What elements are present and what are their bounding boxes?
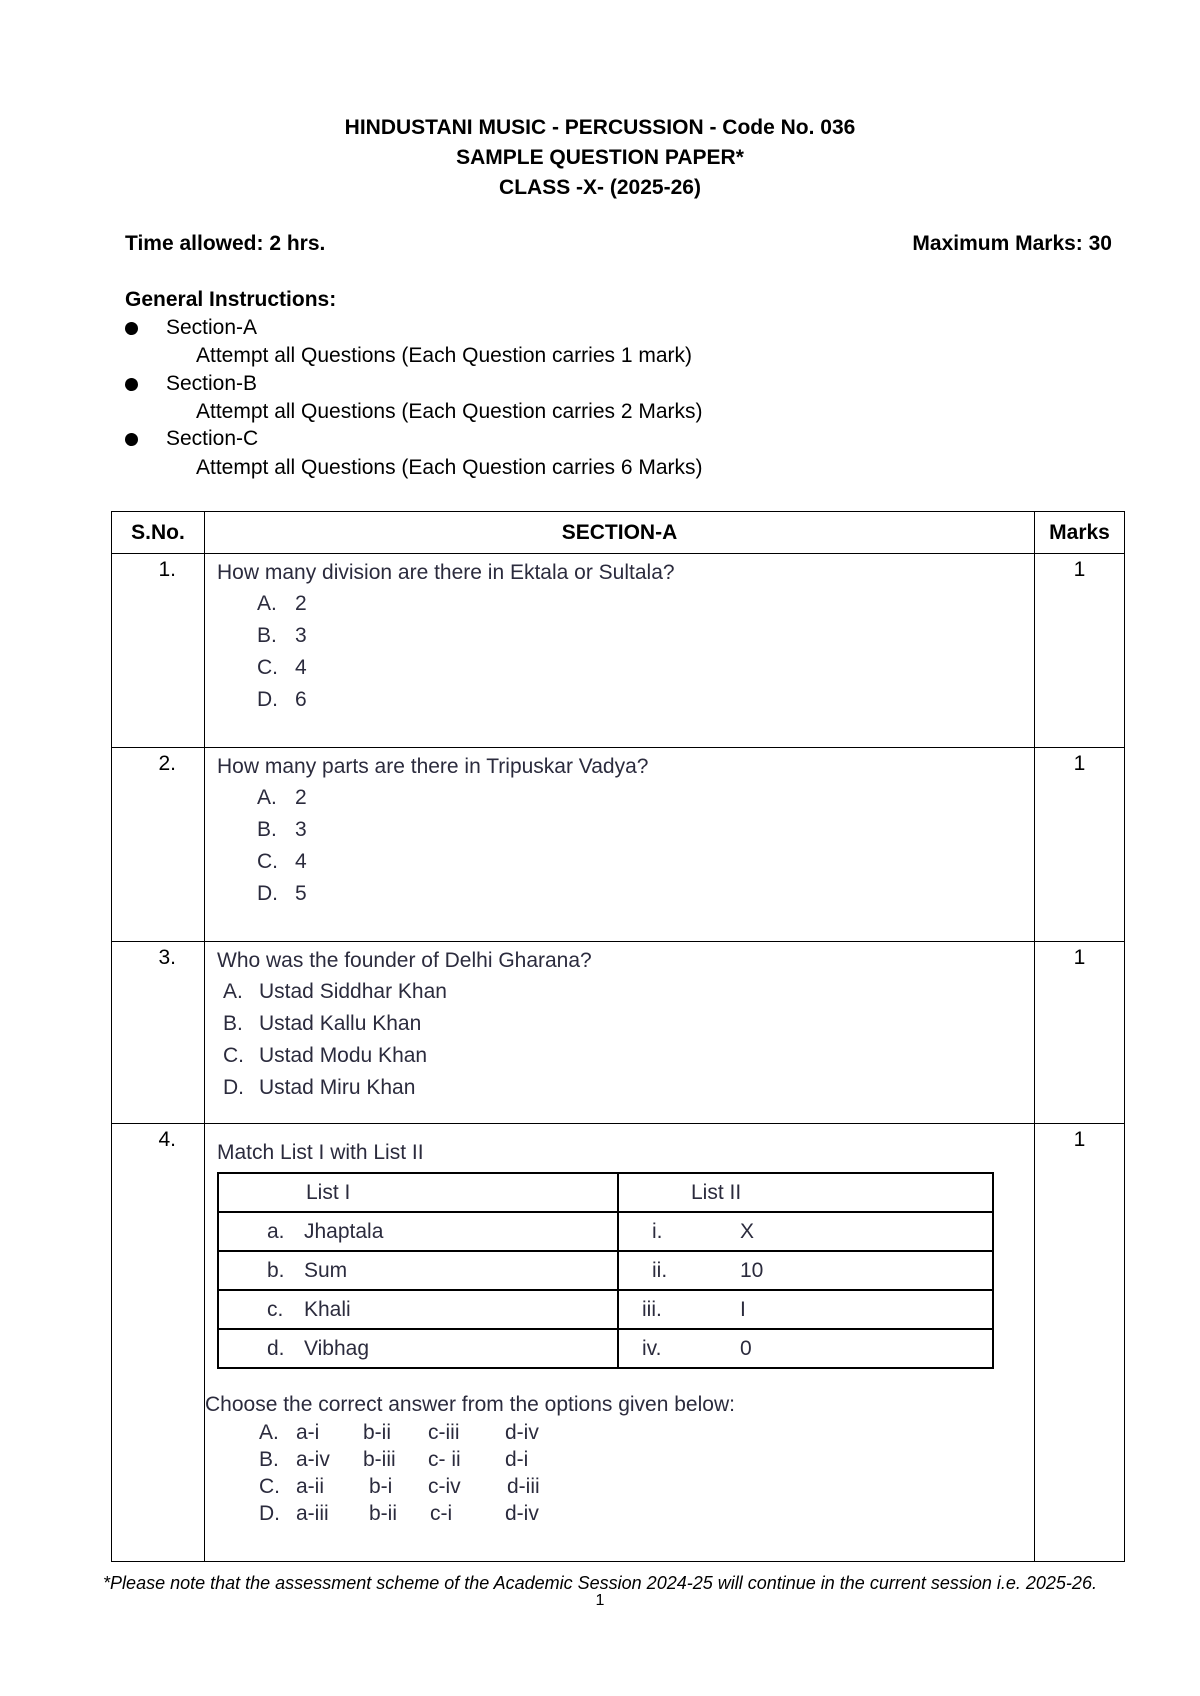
table-row: a. Jhaptala i. X	[218, 1212, 993, 1251]
question-marks: 1	[1035, 748, 1125, 942]
question-number: 1.	[112, 554, 205, 748]
answer-options	[217, 1419, 1034, 1527]
bullet-icon	[125, 322, 138, 335]
list-item: D. a-iii b-ii c-i d-iv	[259, 1502, 539, 1525]
bullet-icon	[125, 378, 138, 391]
table-row: c. Khali iii. I	[218, 1290, 993, 1329]
sno-header: S.No.	[112, 512, 205, 554]
list-ii-header: List II	[618, 1173, 993, 1212]
list-item: B. Ustad Kallu Khan	[223, 1012, 422, 1035]
section-c-label: Section-C	[166, 427, 259, 450]
table-row	[112, 748, 1125, 942]
list-item: C. Ustad Modu Khan	[223, 1044, 428, 1067]
question-number: 2.	[112, 748, 205, 942]
question-text: Who was the founder of Delhi Gharana?	[217, 949, 592, 972]
list-item: A. a-i b-ii c-iii d-iv	[259, 1421, 539, 1444]
bullet-icon	[125, 433, 138, 446]
table-row: d. Vibhag iv. 0	[218, 1329, 993, 1368]
question-marks: 1	[1035, 554, 1125, 748]
page-number: 1	[595, 1592, 605, 1609]
question-marks: 1	[1035, 1124, 1125, 1562]
table-row	[112, 1124, 1125, 1562]
question-marks: 1	[1035, 942, 1125, 1124]
table-header-row	[112, 512, 1125, 554]
list-item: B. a-iv b-iii c- ii d-i	[259, 1448, 529, 1471]
question-cell	[205, 748, 1035, 942]
table-row	[112, 554, 1125, 748]
list-item: D. 6	[257, 688, 307, 711]
question-cell	[205, 1124, 1035, 1562]
question-number: 4.	[112, 1124, 205, 1562]
question-number: 3.	[112, 942, 205, 1124]
match-table	[217, 1172, 994, 1369]
choose-instruction: Choose the correct answer from the options given below:	[205, 1393, 735, 1416]
list-item: C. a-ii b-i c-iv d-iii	[259, 1475, 540, 1498]
option-list	[217, 976, 1034, 1104]
table-row	[112, 942, 1125, 1124]
list-item: D. 5	[257, 882, 307, 905]
section-header: SECTION-A	[205, 512, 1035, 554]
question-text: How many parts are there in Tripuskar Vadya?	[217, 755, 649, 778]
time-allowed: Time allowed: 2 hrs.	[125, 232, 326, 255]
table-row: b. Sum ii. 10	[218, 1251, 993, 1290]
section-b-desc: Attempt all Questions (Each Question carries 2 Marks)	[196, 400, 703, 423]
question-text: Match List I with List II	[217, 1141, 424, 1164]
section-a-desc: Attempt all Questions (Each Question carries 1 mark)	[196, 344, 693, 367]
paper-title: HINDUSTANI MUSIC - PERCUSSION - Code No. 036	[344, 116, 856, 139]
paper-subtitle: SAMPLE QUESTION PAPER*	[456, 146, 744, 169]
list-item: D. Ustad Miru Khan	[223, 1076, 416, 1099]
question-table	[111, 511, 1125, 1562]
list-item: C. 4	[257, 656, 307, 679]
option-list	[217, 782, 1034, 910]
list-i-header: List I	[218, 1173, 618, 1212]
table-row	[218, 1173, 993, 1212]
list-item: A. Ustad Siddhar Khan	[223, 980, 447, 1003]
list-item: A. 2	[257, 592, 307, 615]
marks-header: Marks	[1035, 512, 1125, 554]
question-cell	[205, 942, 1035, 1124]
list-item: B. 3	[257, 818, 307, 841]
list-item: A. 2	[257, 786, 307, 809]
section-a-label: Section-A	[166, 316, 258, 339]
instructions-title: General Instructions:	[125, 288, 337, 311]
section-b-label: Section-B	[166, 372, 258, 395]
section-c-desc: Attempt all Questions (Each Question carries 6 Marks)	[196, 456, 703, 479]
maximum-marks: Maximum Marks: 30	[912, 232, 1112, 255]
question-cell	[205, 554, 1035, 748]
footer-note: *Please note that the assessment scheme of the Academic Session 2024-25 will continue in the current session i.e. 2025-26.	[103, 1573, 1097, 1593]
list-item: C. 4	[257, 850, 307, 873]
list-item: B. 3	[257, 624, 307, 647]
paper-class: CLASS -X- (2025-26)	[499, 176, 701, 199]
option-list	[217, 588, 1034, 716]
question-text: How many division are there in Ektala or Sultala?	[217, 561, 675, 584]
